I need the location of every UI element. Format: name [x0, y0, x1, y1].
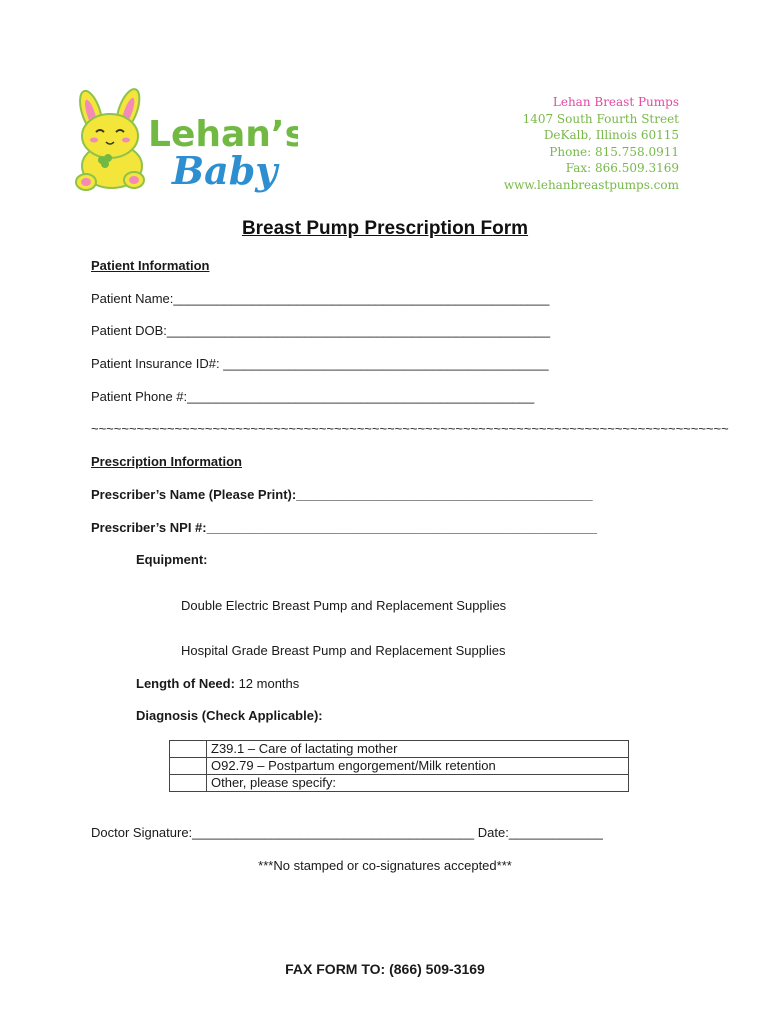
patient-phone-field[interactable]: Patient Phone #:________________________________________________ [91, 389, 535, 404]
length-of-need-value: 12 months [238, 676, 300, 691]
section-separator: ~~~~~~~~~~~~~~~~~~~~~~~~~~~~~~~~~~~~~~~~~~~~~~~~~~~~~~~~~~~~~~~~~~~~~~~~~~~~~~~~~~~~ [91, 421, 729, 436]
table-row [170, 758, 629, 775]
equipment-option-double-electric[interactable]: Double Electric Breast Pump and Replacement Supplies [181, 598, 507, 613]
table-row [170, 741, 629, 758]
diagnosis-checkbox-o92-79[interactable] [170, 758, 207, 775]
diagnosis-option-o92-79: O92.79 – Postpartum engorgement/Milk retention [207, 758, 629, 775]
no-stamp-note: ***No stamped or co-signatures accepted*** [258, 858, 512, 873]
logo-text-lehans: Lehan’s [148, 114, 298, 155]
prescription-info-heading: Prescription Information [91, 454, 242, 469]
lehans-baby-logo [68, 88, 298, 198]
patient-dob-field[interactable]: Patient DOB:_____________________________________________________ [91, 323, 551, 338]
website: www.lehanbreastpumps.com [503, 177, 679, 192]
company-address-block [439, 94, 679, 193]
prescriber-name-field[interactable]: Prescriber’s Name (Please Print):_________________________________________ [91, 487, 593, 502]
fax-form-to: FAX FORM TO: (866) 509-3169 [285, 961, 485, 977]
bunny-icon [68, 88, 298, 198]
doctor-signature-date-field[interactable]: Doctor Signature:_______________________________________ Date:_____________ [91, 825, 603, 840]
company-name: Lehan Breast Pumps [552, 95, 679, 109]
length-of-need [136, 676, 299, 691]
diagnosis-checkbox-z39-1[interactable] [170, 741, 207, 758]
diagnosis-checkbox-other[interactable] [170, 775, 207, 792]
city-state-zip: DeKalb, Illinois 60115 [543, 128, 679, 142]
patient-name-field[interactable]: Patient Name:____________________________________________________ [91, 291, 550, 306]
prescriber-npi-field[interactable]: Prescriber’s NPI #:______________________________________________________ [91, 520, 598, 535]
table-row [170, 775, 629, 792]
street-address: 1407 South Fourth Street [522, 111, 679, 126]
diagnosis-option-z39-1: Z39.1 – Care of lactating mother [207, 741, 629, 758]
logo-text-baby: Baby [172, 148, 278, 193]
diagnosis-option-other[interactable]: Other, please specify: [207, 775, 629, 792]
equipment-option-hospital-grade[interactable]: Hospital Grade Breast Pump and Replacement Supplies [181, 643, 506, 658]
equipment-label: Equipment: [136, 552, 208, 567]
diagnosis-table [169, 740, 629, 792]
fax-number: Fax: 866.509.3169 [565, 161, 679, 175]
phone-number: Phone: 815.758.0911 [549, 144, 679, 159]
form-title: Breast Pump Prescription Form [241, 218, 529, 239]
patient-insurance-field[interactable]: Patient Insurance ID#: _____________________________________________ [91, 356, 549, 371]
diagnosis-label: Diagnosis (Check Applicable): [136, 708, 323, 723]
length-of-need-label: Length of Need: [136, 676, 235, 691]
patient-info-heading: Patient Information [91, 258, 210, 273]
